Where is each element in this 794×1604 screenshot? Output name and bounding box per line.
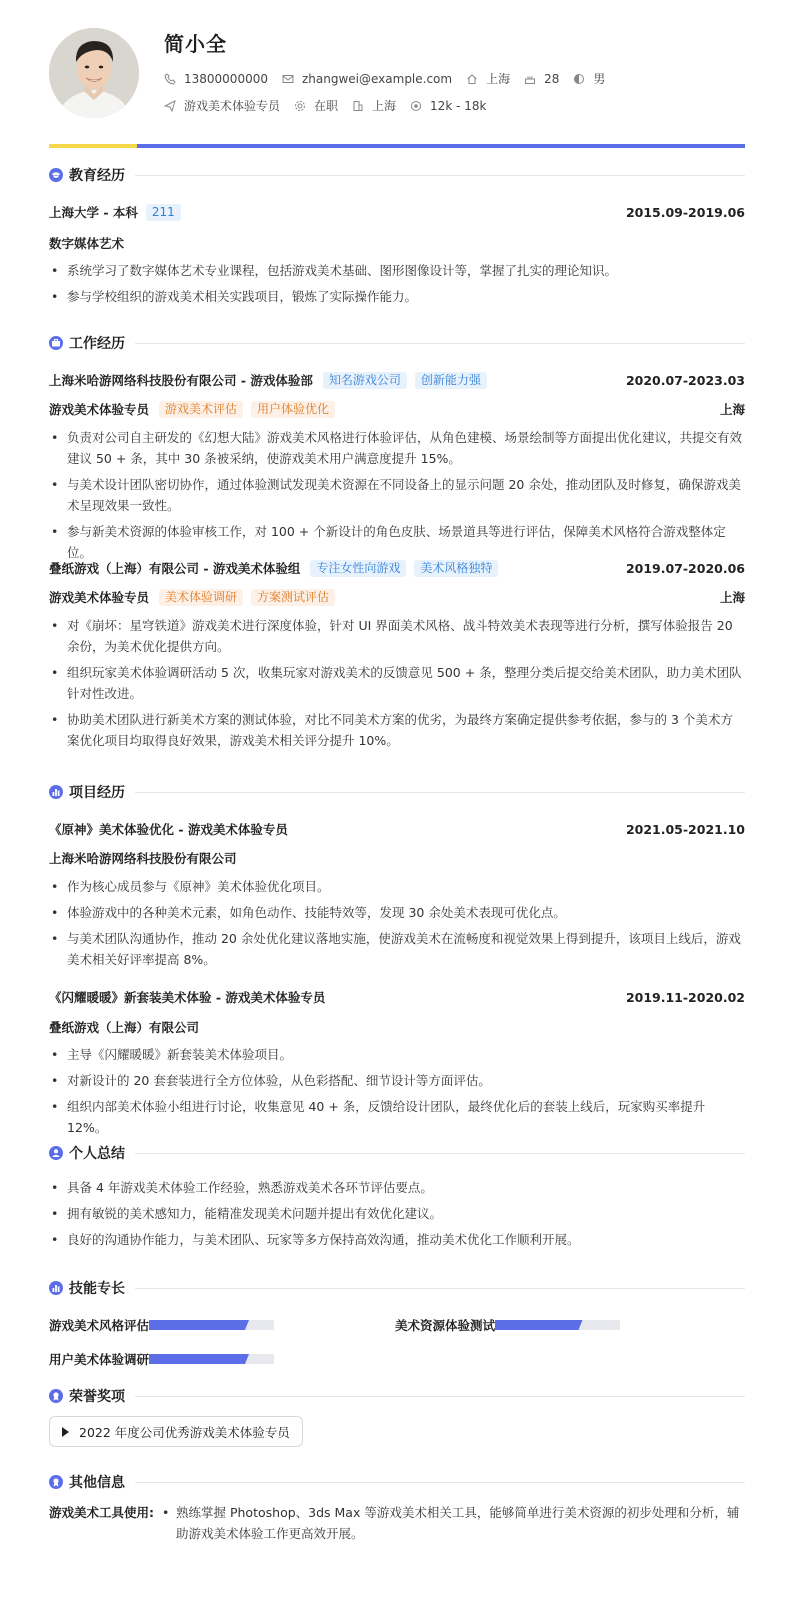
skill-label: 美术资源体验测试	[395, 1318, 496, 1333]
graduation-cap-icon	[49, 168, 63, 182]
projects-header	[49, 782, 745, 802]
list-item: • 参与新美术资源的体验审核工作，对 100 + 个新设计的角色皮肤、场景道具等进行评估，保障美术风格符合游戏整体定位。	[49, 521, 745, 563]
work-header	[49, 333, 745, 353]
list-item: • 良好的沟通协作能力，与美术团队、玩家等多方保持高效沟通，推动美术优化工作顺利开展。	[49, 1229, 745, 1250]
role-tag: 美术体验调研	[159, 589, 243, 606]
list-item: • 负责对公司自主研发的《幻想大陆》游戏美术风格进行体验评估，从角色建模、场景绘制等方面提出优化建议，共提交有效建议 50 + 条，其中 30 条被采纳，使游戏美术用户满意度提升 15%。	[49, 427, 745, 469]
section-title: 其他信息	[69, 1475, 125, 1491]
work-entry-title	[49, 559, 498, 577]
medal-icon	[49, 1475, 63, 1489]
skills-section	[49, 1278, 745, 1373]
job-intent-row	[164, 97, 500, 114]
company-name: 叠纸游戏（上海）有限公司 - 游戏美术体验组	[49, 561, 301, 576]
target-job-item	[164, 97, 280, 114]
award-item	[49, 1416, 303, 1447]
work-period: 2019.07-2020.06	[625, 560, 745, 576]
phone-text: 13800000000	[184, 71, 268, 86]
list-item: • 具备 4 年游戏美术体验工作经验，熟悉游戏美术各环节评估要点。	[49, 1177, 745, 1198]
school-tag: 211	[146, 204, 181, 221]
section-divider	[135, 1288, 745, 1289]
project-entry-header	[49, 988, 745, 1006]
list-item: • 与美术团队沟通协作，推动 20 余处优化建议落地实施，使游戏美术在流畅度和视觉效果上得到提升，该项目上线后，游戏美术相关好评率提高 8%。	[49, 928, 745, 970]
school-name: 上海大学 - 本科	[49, 205, 138, 220]
work-period: 2020.07-2023.03	[625, 372, 745, 388]
list-item: • 参与学校组织的游戏美术相关实践项目，锻炼了实际操作能力。	[49, 286, 745, 307]
list-item: • 系统学习了数字媒体艺术专业课程，包括游戏美术基础、图形图像设计等，掌握了扎实的理论知识。	[49, 260, 745, 281]
education-period: 2015.09-2019.06	[625, 204, 745, 220]
city-item	[466, 70, 510, 87]
candidate-name: 简小全	[164, 32, 227, 56]
company-name: 上海米哈游网络科技股份有限公司 - 游戏体验部	[49, 373, 313, 388]
awards-section	[49, 1386, 745, 1456]
section-divider	[135, 1396, 745, 1397]
education-entry-title	[49, 203, 181, 221]
section-title: 项目经历	[69, 785, 125, 801]
gender-icon	[573, 73, 585, 85]
work-role-title	[49, 588, 335, 606]
status-item	[294, 97, 338, 114]
education-entry-header	[49, 203, 745, 221]
role-tag: 方案测试评估	[251, 589, 335, 606]
briefcase-icon	[49, 336, 63, 350]
section-title: 教育经历	[69, 168, 125, 184]
education-section	[49, 165, 745, 310]
project-period: 2019.11-2020.02	[625, 989, 745, 1005]
work-location: 上海	[719, 590, 745, 605]
work-bullets	[49, 427, 745, 568]
project-period: 2021.05-2021.10	[625, 821, 745, 837]
award-text: 2022 年度公司优秀游戏美术体验专员	[79, 1424, 290, 1440]
user-icon	[49, 1146, 63, 1160]
contact-row	[164, 70, 619, 87]
target-city-text: 上海	[372, 99, 397, 113]
skill-item	[49, 1350, 274, 1368]
home-icon	[466, 73, 478, 85]
status-text: 在职	[314, 99, 339, 113]
mail-icon	[282, 73, 294, 85]
summary-section	[49, 1143, 745, 1258]
work-entry-header	[49, 371, 745, 389]
age-text: 28	[544, 71, 560, 86]
other-item	[49, 1502, 745, 1544]
section-divider	[135, 1482, 745, 1483]
skill-bar-fill	[149, 1320, 249, 1330]
project-company: 叠纸游戏（上海）有限公司	[49, 1020, 200, 1035]
list-item: • 对《崩坏：星穹铁道》游戏美术进行深度体验，针对 UI 界面美术风格、战斗特效美术表现等进行分析，撰写体验报告 20 余份，为美术优化提供方向。	[49, 615, 745, 657]
section-divider	[135, 343, 745, 344]
skill-item	[395, 1316, 620, 1334]
salary-item	[410, 99, 486, 113]
section-divider	[135, 792, 745, 793]
other-label: 游戏美术工具使用:	[49, 1505, 154, 1520]
skill-bar-fill	[495, 1320, 583, 1330]
target-city-item	[352, 97, 396, 114]
other-section	[49, 1472, 745, 1562]
role-name: 游戏美术体验专员	[49, 590, 150, 605]
email-text: zhangwei@example.com	[301, 71, 453, 86]
skill-label: 游戏美术风格评估	[49, 1318, 150, 1333]
send-icon	[164, 100, 176, 112]
project-company: 上海米哈游网络科技股份有限公司	[49, 851, 237, 866]
gender-text: 男	[593, 72, 606, 86]
triangle-right-icon	[62, 1427, 69, 1437]
city-text: 上海	[486, 72, 511, 86]
section-title: 工作经历	[69, 336, 125, 352]
skill-bar-fill	[149, 1354, 249, 1364]
bar-chart-icon	[49, 785, 63, 799]
phone-item	[164, 72, 268, 86]
skill-bar-track	[495, 1320, 620, 1330]
section-divider	[135, 1153, 745, 1154]
work-role-row	[49, 588, 745, 606]
work-role-title	[49, 400, 335, 418]
header-accent-bar	[49, 144, 745, 148]
age-item	[524, 72, 559, 86]
major-name: 数字媒体艺术	[49, 236, 125, 251]
avatar-portrait-icon	[49, 28, 139, 118]
project-name: 《闪耀暖暖》新套装美术体验 - 游戏美术体验专员	[49, 990, 326, 1005]
list-item: • 组织玩家美术体验调研活动 5 次，收集玩家对游戏美术的反馈意见 500 + 条，整理分类后提交给美术团队，助力美术团队针对性改进。	[49, 662, 745, 704]
email-item	[282, 72, 452, 86]
work-role-row	[49, 400, 745, 418]
medal-icon	[49, 1389, 63, 1403]
phone-icon	[164, 73, 176, 85]
section-title: 个人总结	[69, 1146, 125, 1162]
projects-section	[49, 782, 745, 1135]
skills-header	[49, 1278, 745, 1298]
role-name: 游戏美术体验专员	[49, 402, 150, 417]
building-icon	[352, 100, 364, 112]
summary-bullets	[49, 1177, 745, 1255]
company-tag: 创新能力强	[415, 372, 487, 389]
gender-item	[573, 70, 605, 87]
target-job-text: 游戏美术体验专员	[184, 99, 281, 113]
role-tag: 用户体验优化	[251, 401, 335, 418]
other-text: • 熟练掌握 Photoshop、3ds Max 等游戏美术相关工具，能够简单进行美术资源的初步处理和分析，辅助游戏美术体验工作更高效开展。	[162, 1502, 745, 1544]
skill-item	[49, 1316, 274, 1334]
company-tag: 知名游戏公司	[323, 372, 407, 389]
project-name: 《原神》美术体验优化 - 游戏美术体验专员	[49, 822, 288, 837]
education-bullets	[49, 260, 745, 312]
work-entry-header	[49, 559, 745, 577]
accent-bar-yellow	[49, 144, 137, 148]
section-divider	[135, 175, 745, 176]
work-section	[49, 333, 745, 763]
list-item: • 组织内部美术体验小组进行讨论，收集意见 40 + 条，反馈给设计团队，最终优化后的套装上线后，玩家购买率提升 12%。	[49, 1096, 745, 1138]
work-location: 上海	[719, 402, 745, 417]
education-header	[49, 165, 745, 185]
coin-icon	[410, 100, 422, 112]
summary-header	[49, 1143, 745, 1163]
cake-icon	[524, 73, 536, 85]
work-bullets	[49, 615, 745, 756]
list-item: • 主导《闪耀暖暖》新套装美术体验项目。	[49, 1044, 745, 1065]
list-item: • 对新设计的 20 套套装进行全方位体验，从色彩搭配、细节设计等方面评估。	[49, 1070, 745, 1091]
project-bullets	[49, 1044, 745, 1143]
salary-text: 12k - 18k	[430, 98, 487, 113]
awards-header	[49, 1386, 745, 1406]
gear-icon	[294, 100, 306, 112]
section-title: 技能专长	[69, 1281, 125, 1297]
skill-label: 用户美术体验调研	[49, 1352, 150, 1367]
list-item: • 拥有敏锐的美术感知力，能精准发现美术问题并提出有效优化建议。	[49, 1203, 745, 1224]
project-entry-header	[49, 820, 745, 838]
company-tag: 美术风格独特	[414, 560, 498, 577]
role-tag: 游戏美术评估	[159, 401, 243, 418]
list-item: • 体验游戏中的各种美术元素，如角色动作、技能特效等，发现 30 余处美术表现可优化点。	[49, 902, 745, 923]
company-tag: 专注女性向游戏	[310, 560, 406, 577]
work-entry-title	[49, 371, 487, 389]
skill-bar-track	[149, 1354, 274, 1364]
avatar	[49, 28, 139, 118]
bar-chart-icon	[49, 1281, 63, 1295]
project-bullets	[49, 876, 745, 975]
other-header	[49, 1472, 745, 1492]
resume-header	[49, 0, 745, 148]
section-title: 荣誉奖项	[69, 1389, 125, 1405]
skill-bar-track	[149, 1320, 274, 1330]
list-item: • 协助美术团队进行新美术方案的测试体验，对比不同美术方案的优劣，为最终方案确定提供参考依据，参与的 3 个美术方案优化项目均取得良好效果，游戏美术相关评分提升 10%。	[49, 709, 745, 751]
list-item: • 作为核心成员参与《原神》美术体验优化项目。	[49, 876, 745, 897]
accent-bar-blue	[137, 144, 745, 148]
list-item: • 与美术设计团队密切协作，通过体验测试发现美术资源在不同设备上的显示问题 20 余处，推动团队及时修复，确保游戏美术呈现效果一致性。	[49, 474, 745, 516]
